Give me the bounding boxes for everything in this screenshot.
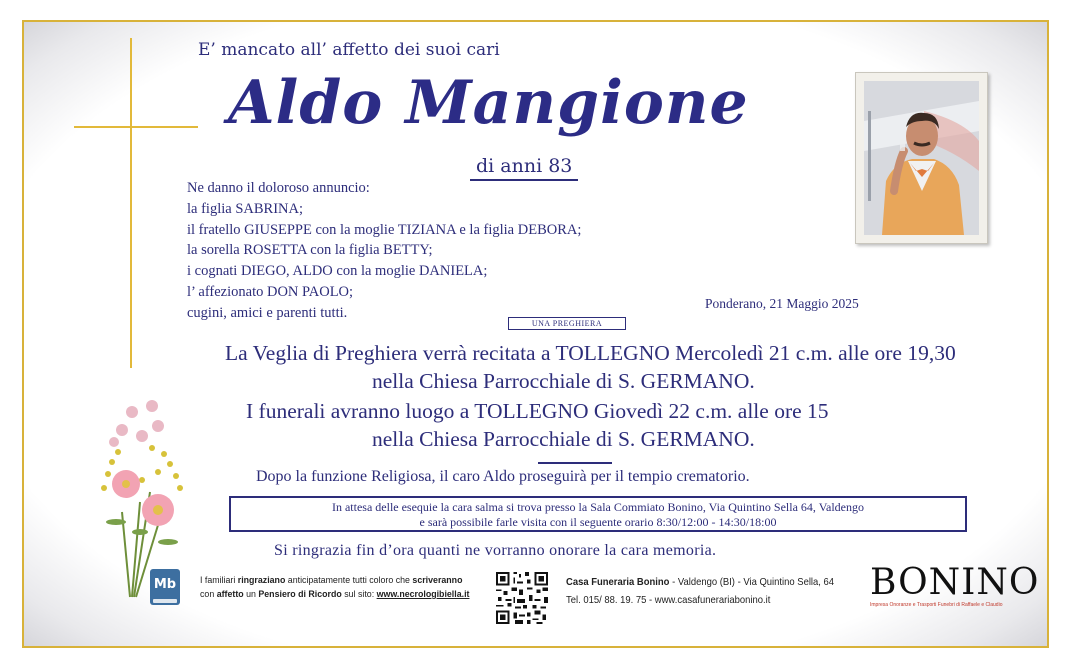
notice-box — [229, 496, 967, 532]
ceremony-line-vigil: La Veglia di Preghiera verrà recitata a TOLLEGNO Mercoledì 21 c.m. alle ore 19,30 — [225, 341, 956, 365]
family-line: cugini, amici e parenti tutti. — [187, 304, 348, 321]
deceased-age: di anni 83 — [470, 155, 578, 181]
footer-line-2: con affetto un Pensiero di Ricordo sul sito: www.necrologibiella.it — [200, 589, 470, 600]
logo-text: BONINO — [870, 562, 1040, 603]
intro-text: E’ mancato all’ affetto dei suoi cari — [198, 40, 500, 60]
family-line: il fratello GIUSEPPE con la moglie TIZIANA e la figlia DEBORA; — [187, 221, 582, 238]
necrologi-link[interactable]: www.necrologibiella.it — [376, 589, 470, 600]
portrait-photo — [864, 81, 979, 235]
notice-line-1: In attesa delle esequie la cara salma si trova presso la Sala Commiato Bonino, Via Quintino Sella 64, Valdengo — [331, 500, 865, 514]
portrait-frame — [855, 72, 988, 244]
qr-code-graphic — [494, 570, 550, 626]
family-list — [187, 178, 581, 324]
qr-code-icon[interactable] — [494, 570, 550, 626]
footer-message — [200, 574, 469, 602]
bonino-logo — [870, 562, 1040, 608]
family-line: l’ affezionato DON PAOLO; — [187, 283, 354, 300]
logo-subtitle: Impresa Onoranze e Trasporti Funebri di Raffaele e Claudio — [870, 602, 1003, 608]
notice-line-2: e sarà possibile farle visita con il seguente orario 8:30/12:00 - 14:30/18:00 — [419, 515, 777, 529]
family-line: Ne danno il doloroso annuncio: — [187, 180, 370, 196]
ceremony-line-vigil-place: nella Chiesa Parrocchiale di S. GERMANO. — [372, 369, 755, 393]
footer-line-1: I familiari ringraziano anticipatamente tutti coloro che scriveranno — [200, 575, 463, 586]
divider-line — [538, 462, 612, 464]
place-date: Ponderano, 21 Maggio 2025 — [705, 296, 859, 311]
ceremony-line-funeral: I funerali avranno luogo a TOLLEGNO Giovedì 22 c.m. alle ore 15 — [246, 399, 829, 423]
deceased-name: Aldo Mangione — [228, 68, 749, 138]
thanks-text: Si ringrazia fin d’ora quanti ne vorranno onorare la cara memoria. — [274, 542, 717, 559]
mb-app-icon[interactable]: Mb — [150, 569, 180, 605]
family-line: la sorella ROSETTA con la figlia BETTY; — [187, 242, 433, 259]
funeral-home-info — [566, 573, 834, 609]
cross-vertical-line — [130, 38, 132, 368]
prayer-button[interactable]: UNA PREGHIERA — [508, 317, 626, 330]
ceremony-line-funeral-place: nella Chiesa Parrocchiale di S. GERMANO. — [372, 427, 755, 451]
family-line: la figlia SABRINA; — [187, 200, 303, 217]
after-service-text: Dopo la funzione Religiosa, il caro Aldo proseguirà per il tempio crematorio. — [256, 468, 750, 485]
cross-horizontal-line — [74, 126, 198, 128]
funeral-home-address: Casa Funeraria Bonino - Valdengo (BI) - Via Quintino Sella, 64 — [566, 576, 835, 588]
portrait-illustration — [864, 81, 979, 235]
funeral-home-contacts: Tel. 015/ 88. 19. 75 - www.casafunerariabonino.it — [566, 594, 771, 606]
family-line: i cognati DIEGO, ALDO con la moglie DANIELA; — [187, 263, 488, 280]
